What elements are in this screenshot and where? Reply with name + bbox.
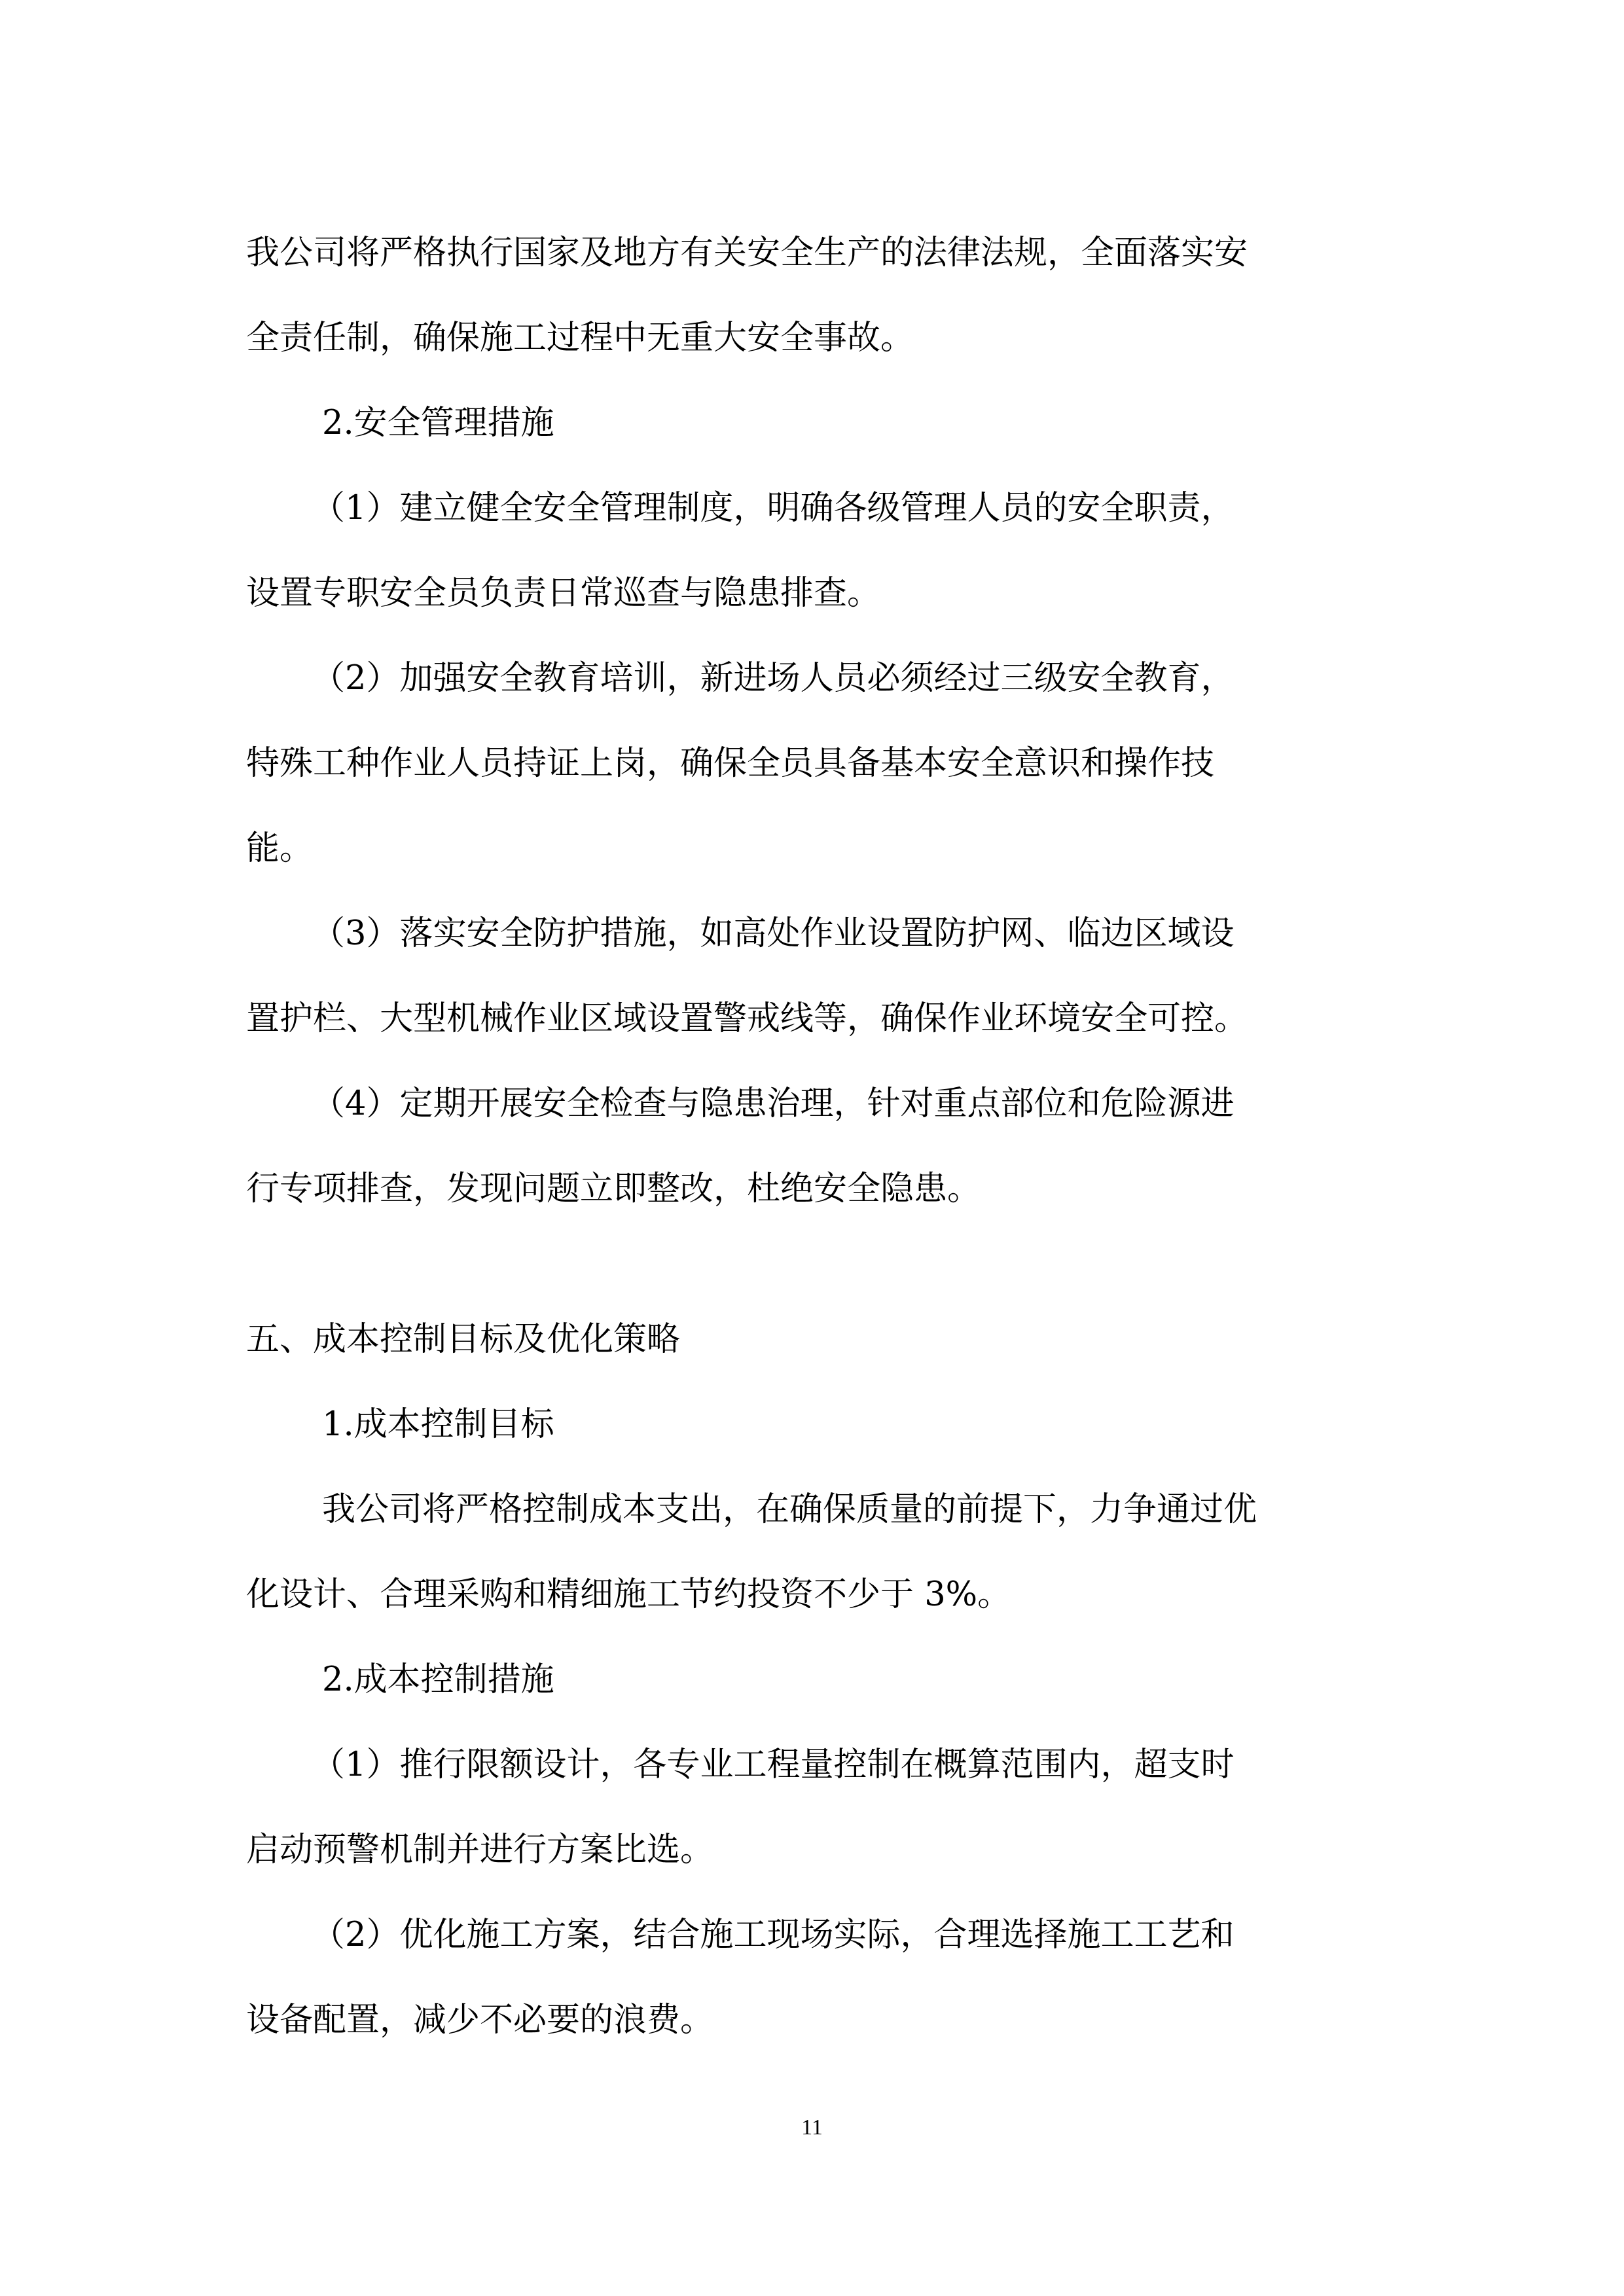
safety-measures-heading: 2.安全管理措施 [322, 404, 554, 442]
paragraph-line: （4）定期开展安全检查与隐患治理，针对重点部位和危险源进 [312, 1085, 1235, 1123]
safety-item-3 [246, 891, 1385, 1062]
paragraph-line: 置护栏、大型机械作业区域设置警戒线等，确保作业环境安全可控。 [246, 999, 1248, 1038]
safety-item-2 [246, 636, 1385, 891]
paragraph-line: 全责任制，确保施工过程中无重大安全事故。 [246, 319, 914, 357]
paragraph-line: （3）落实安全防护措施，如高处作业设置防护网、临边区域设 [312, 914, 1235, 953]
page-number: 11 [801, 2115, 823, 2140]
paragraph-line: （2）优化施工方案，结合施工现场实际，合理选择施工工艺和 [312, 1916, 1235, 1954]
safety-item-4 [246, 1062, 1385, 1232]
safety-item-1 [246, 466, 1385, 636]
paragraph-line: 行专项排查，发现问题立即整改，杜绝安全隐患。 [246, 1170, 981, 1208]
paragraph-line: 我公司将严格执行国家及地方有关安全生产的法律法规，全面落实安 [246, 234, 1248, 272]
page-body [246, 211, 1385, 2063]
cost-item-2 [246, 1893, 1385, 2063]
cost-item-1 [246, 1723, 1385, 1893]
paragraph-line: 启动预警机制并进行方案比选。 [246, 1831, 714, 1869]
paragraph-line: 我公司将严格控制成本支出，在确保质量的前提下，力争通过优 [322, 1490, 1257, 1529]
paragraph-line: （1）推行限额设计，各专业工程量控制在概算范围内，超支时 [312, 1746, 1235, 1784]
paragraph-line: 化设计、合理采购和精细施工节约投资不少于 3%。 [246, 1575, 1011, 1614]
section-5-heading: 五、成本控制目标及优化策略 [246, 1320, 681, 1359]
cost-goal-paragraph [246, 1467, 1385, 1638]
paragraph-line: （1）建立健全安全管理制度，明确各级管理人员的安全职责， [312, 489, 1235, 528]
cost-goal-heading: 1.成本控制目标 [322, 1405, 554, 1444]
paragraph-line: 设备配置，减少不必要的浪费。 [246, 2001, 714, 2039]
cost-measures-heading: 2.成本控制措施 [322, 1660, 554, 1699]
paragraph-line: 设置专职安全员负责日常巡查与隐患排查。 [246, 574, 881, 613]
section-spacer [246, 1232, 1385, 1297]
safety-goal-paragraph [246, 211, 1385, 381]
paragraph-line: 特殊工种作业人员持证上岗，确保全员具备基本安全意识和操作技 [246, 744, 1215, 783]
paragraph-line: （2）加强安全教育培训，新进场人员必须经过三级安全教育， [312, 659, 1235, 698]
paragraph-line: 能。 [246, 829, 314, 868]
